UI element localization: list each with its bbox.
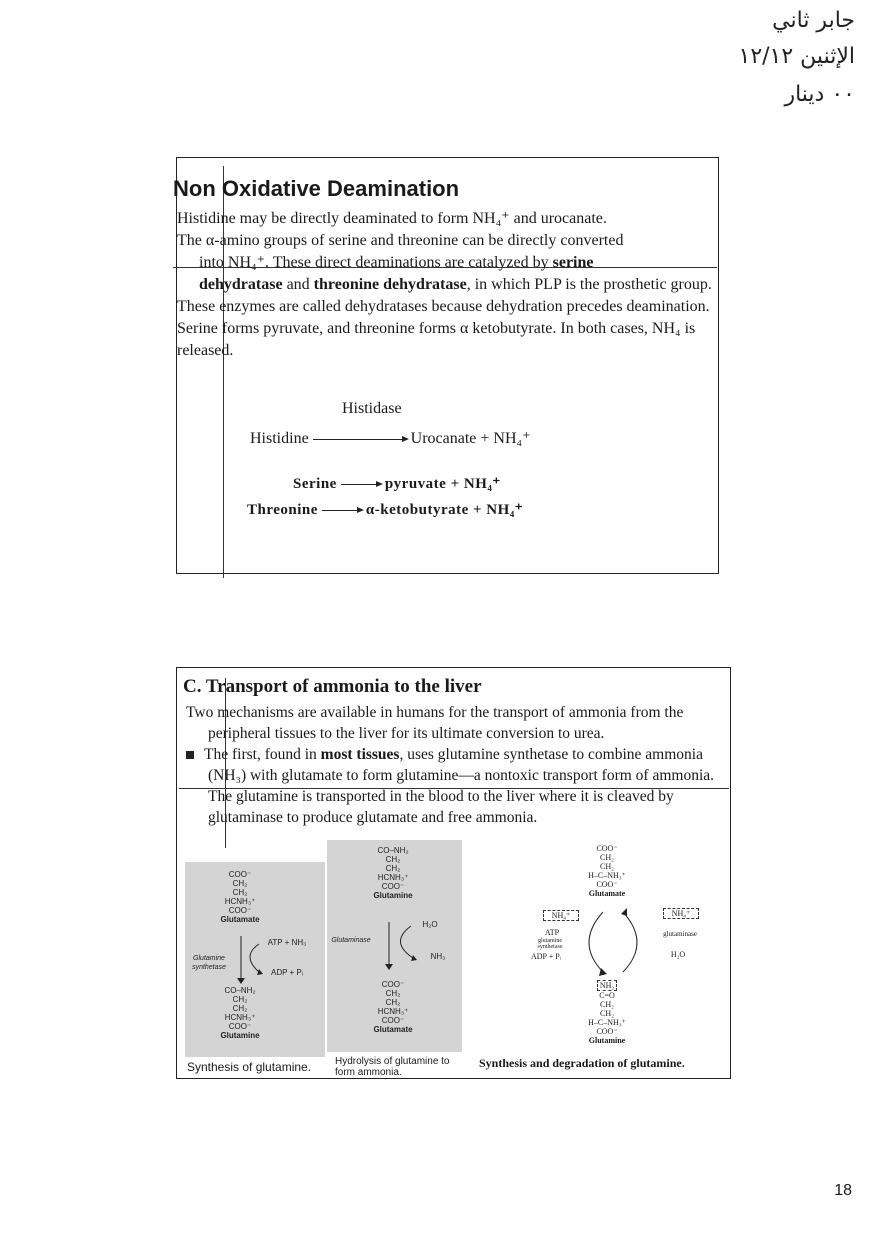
figure-hydrolysis-panel [327,840,462,1052]
glutamine-structure [367,846,419,900]
chem-name: Glutamate [373,1025,413,1034]
output-label: ADP + Pᵢ [270,968,303,977]
input-label: H₂O [422,920,438,929]
chem-line: COO⁻ [228,1022,252,1031]
chem-line: CH₂ [385,855,401,864]
enzyme-label: Glutamine synthetase [192,955,226,971]
enzyme-right-label: glutaminase [663,930,697,938]
arrow-icon [322,510,362,511]
arrow-icon [313,439,407,440]
cycle-arrow-icon [573,906,653,980]
enzyme-histidase: Histidase [342,400,402,417]
text-run: , in which PLP is the prosthetic group. These enzymes are called dehydratases because dehydration precedes deamination. Serine forms pyruvate, and threonine forms α ketobutyrate. In both cases, NH₄ is released. [177,276,712,359]
chem-line: COO⁻ [596,844,618,853]
chem-name: Glutamate [220,915,260,924]
glutamate-structure [367,980,419,1034]
bullet-icon [186,751,194,759]
chem-line: NH₂ [597,980,617,991]
page-number: 18 [834,1182,852,1199]
handwritten-note-1: جابر ثاني [772,8,855,33]
chem-line: COO⁻ [381,882,405,891]
chem-name: Glutamine [220,1031,260,1040]
chem-line: CH₂ [232,879,248,888]
chem-line: COO⁻ [381,980,405,989]
chem-line: COO⁻ [381,1016,405,1025]
chem-line: CH₂ [232,888,248,897]
chem-line: HCNH₃⁺ [377,1007,409,1016]
reaction-arrow-icon [373,920,433,970]
text-run-indent [177,276,467,293]
chem-line: COO⁻ [596,880,618,889]
atp-label: ATP [544,928,560,937]
paragraph-first-mechanism [186,744,726,828]
product: α-ketobutyrate + NH₄⁺ [365,502,524,518]
chem-line: CH₂ [385,864,401,873]
chem-line: CO–NH₂ [377,846,409,855]
reaction-threonine [247,500,523,519]
chem-line: CH₂ [600,1000,614,1009]
chem-line: CH₂ [600,1009,614,1018]
glutamine-structure [215,986,265,1040]
glutamate-structure [215,870,265,924]
reactant: Histidine [250,430,309,447]
chem-line: CH₂ [600,862,614,871]
text-run: The α-amino groups of serine and threonine can be directly converted [177,232,624,249]
chem-line: HCNH₃⁺ [377,873,409,882]
caption-synthesis-degradation: Synthesis and degradation of glutamine. [479,1056,685,1070]
figure-synthesis-panel [185,862,325,1057]
slide-body [186,702,726,828]
output-label: NH₃ [430,952,446,961]
bold-serine: serine [552,254,594,271]
paragraph-serine-threonine [177,230,717,362]
slide-body [177,208,717,362]
reaction-serine [293,474,501,493]
product: Urocanate + NH₄⁺ [410,430,531,447]
chem-line: COO⁻ [228,906,252,915]
reactant: Serine [293,476,337,492]
bold-most-tissues: most tissues [320,746,400,763]
h2o-label: H₂O [670,950,686,959]
figure-synthesis-degradation [477,844,727,1054]
handwritten-note-2: الإثنين ١٢/١٢ [738,44,855,69]
reactant: Threonine [247,502,318,518]
arrow-icon [341,484,381,485]
paragraph-histidine: Histidine may be directly deaminated to form NH₄⁺ and urocanate. [177,210,607,227]
paragraph-mechanisms: Two mechanisms are available in humans for the transport of ammonia from the peripheral tissues to the liver for its ultimate conversion to urea. [186,704,684,742]
chem-name: Glutamine [373,891,413,900]
chem-line: CO–NH₂ [224,986,256,995]
enzyme-label: Glutaminase [331,937,371,944]
enzyme-left-label: glutamine synthetase [537,938,563,950]
text-run: and [282,276,314,293]
caption-synthesis: Synthesis of glutamine. [187,1060,312,1074]
chem-line: C=O [599,991,615,1000]
slide-title: Non Oxidative Deamination [173,176,460,201]
chem-line: HCNH₃⁺ [224,897,256,906]
nh4-left-box: NH₄⁺ [543,910,579,921]
handwritten-note-3: ٠٠ دينار [784,82,855,107]
bold-dehydratase: dehydratase [199,276,283,293]
chem-line: CH₂ [600,853,614,862]
nh4-right-box: NH₄⁺ [663,908,699,919]
chem-name: Glutamine [588,1036,626,1045]
adp-label: ADP + Pᵢ [531,952,561,961]
bold-threonine-dehydratase: threonine dehydratase [313,276,467,293]
reaction-histidine [250,428,531,448]
chem-line: HCNH₃⁺ [224,1013,256,1022]
chem-line: CH₂ [385,989,401,998]
chem-line: H–C–NH₃⁺ [588,871,626,880]
slide-non-oxidative-deamination [173,157,719,574]
chem-line: COO⁻ [228,870,252,879]
reaction-arrow-icon [225,934,285,984]
input-label: ATP + NH₃ [267,938,307,947]
glutamate-structure [577,844,637,898]
text-run: into NH₄⁺. These direct deaminations are catalyzed by [199,254,553,271]
text-run: , uses glutamine synthetase to combine ammonia (NH₃) with glutamate to form glutamine—a nontoxic transport form of ammonia. The glutamine is transported in the blood to the liver where it is cleaved by glutaminase to produce glutamate and free ammonia. [208,746,715,826]
glutamine-structure [577,980,637,1045]
slide-ammonia-transport [176,667,731,1079]
slide-title: C. Transport of ammonia to the liver [183,676,482,697]
chem-line: CH₂ [385,998,401,1007]
chem-line: CH₂ [232,995,248,1004]
chem-line: COO⁻ [596,1027,618,1036]
chem-line: H–C–NH₃⁺ [588,1018,626,1027]
product: pyruvate + NH₄⁺ [384,476,501,492]
chem-name: Glutamate [588,889,626,898]
chem-line: CH₂ [232,1004,248,1013]
text-run: The first, found in [204,746,321,763]
caption-hydrolysis: Hydrolysis of glutamine to form ammonia. [335,1056,450,1078]
